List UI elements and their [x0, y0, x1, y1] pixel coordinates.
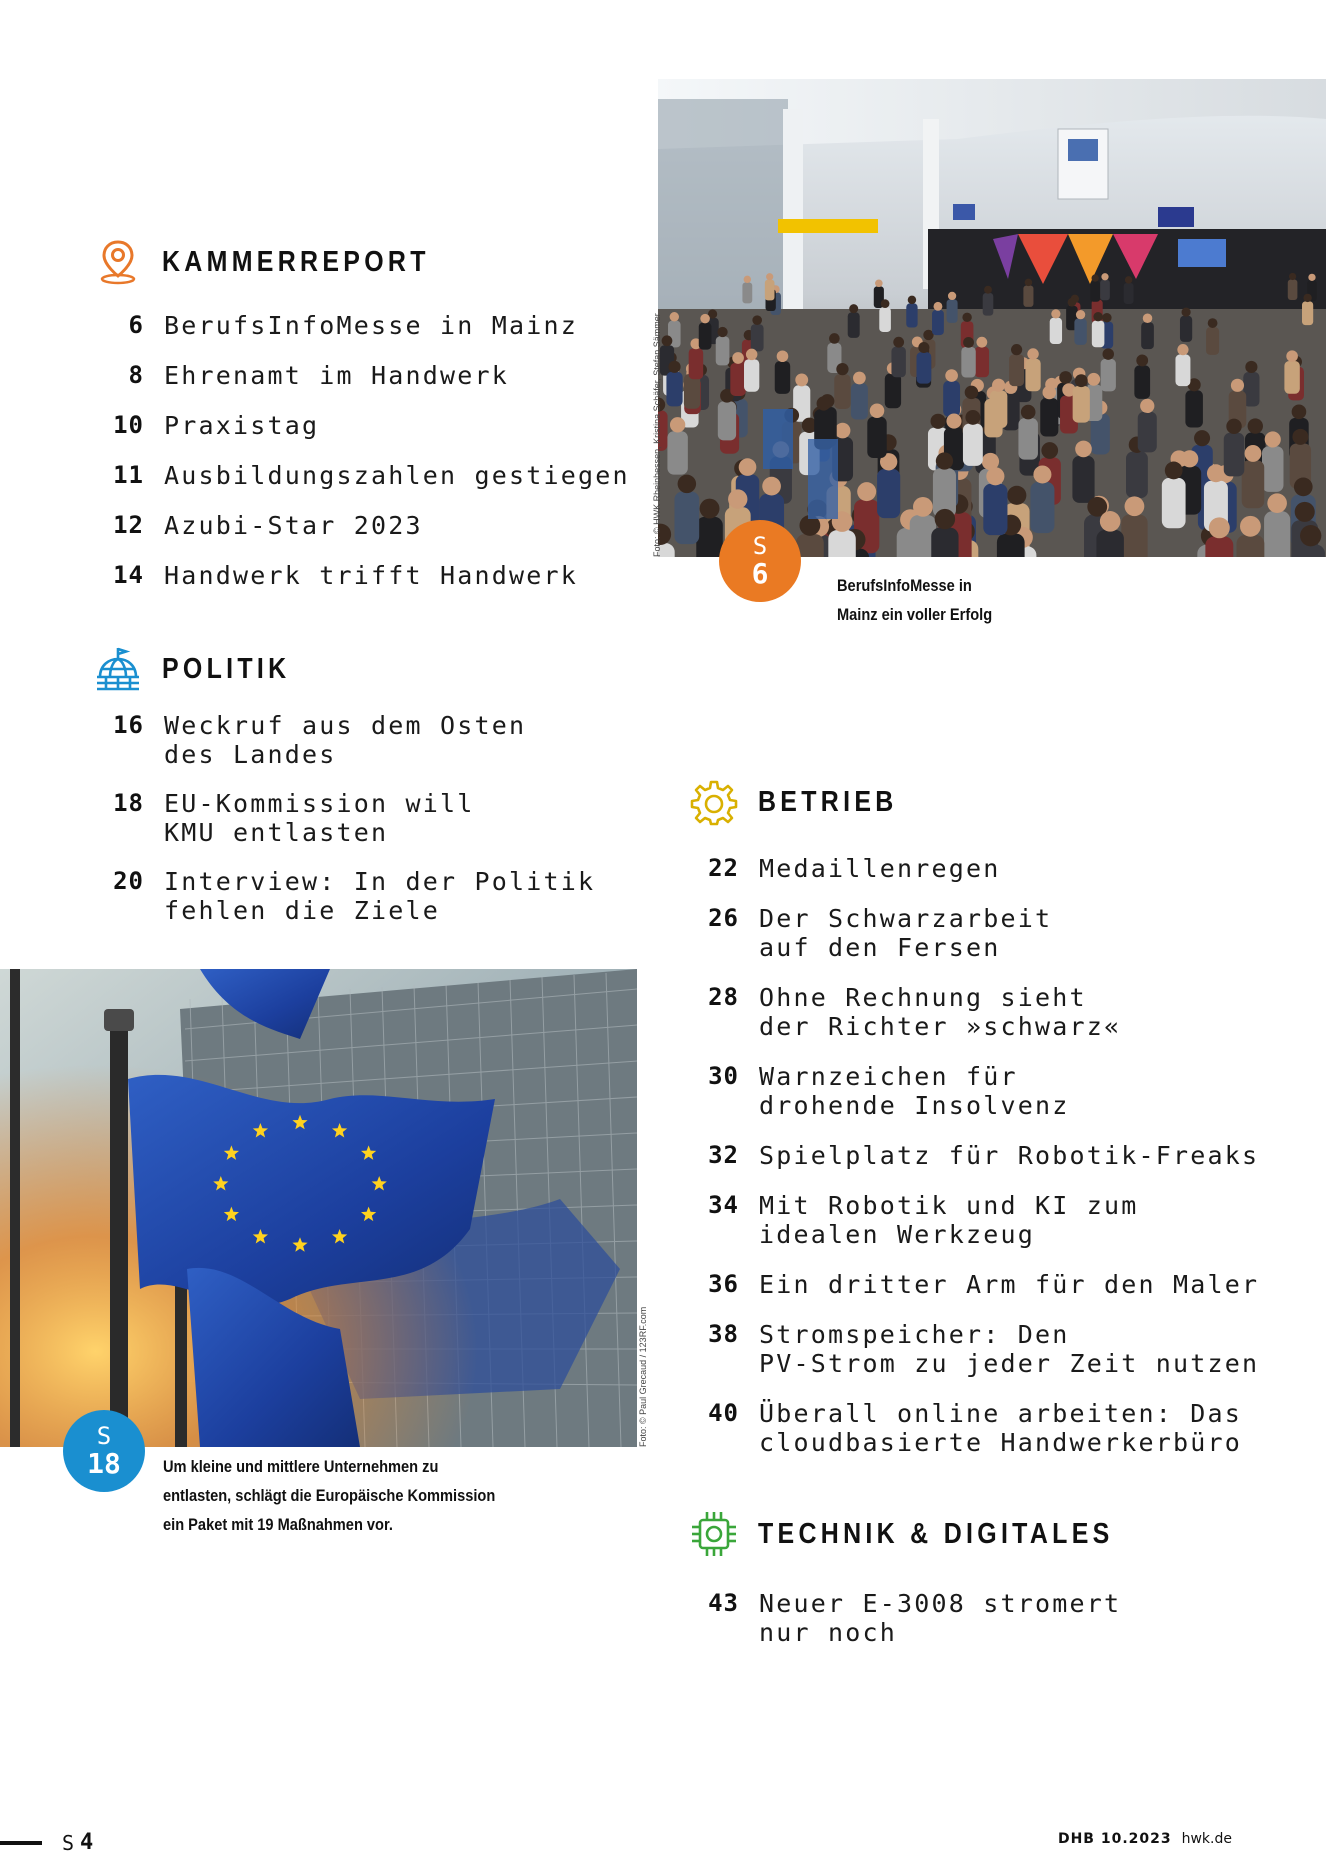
toc-entry[interactable] — [104, 711, 595, 769]
toc-entry[interactable] — [699, 1191, 1259, 1249]
page-badge — [63, 1410, 145, 1492]
photo-eu-flags — [0, 969, 637, 1450]
toc-title: Neuer E-3008 stromert nur noch — [759, 1589, 1122, 1647]
section-title: BETRIEB — [758, 785, 898, 818]
toc-title: Ohne Rechnung sieht der Richter »schwarz« — [759, 983, 1122, 1041]
toc-page-number: 20 — [113, 867, 144, 895]
photo-credit: Foto: © HWK Rheinhessen, Kristina Schäfer, Stefan Sämmer — [652, 313, 662, 557]
footer-bar — [0, 1841, 42, 1845]
badge-page-number: 18 — [87, 1447, 121, 1480]
toc-page-number: 43 — [708, 1589, 739, 1617]
toc-entry[interactable] — [699, 1399, 1259, 1457]
section-kammerreport-header — [94, 238, 473, 286]
toc-entry[interactable] — [104, 511, 630, 540]
toc-page-number: 10 — [113, 411, 144, 439]
chip-icon — [690, 1510, 738, 1558]
page-badge — [719, 520, 801, 602]
footer-page-number: 4 — [80, 1830, 94, 1855]
toc-page-number: 36 — [708, 1270, 739, 1298]
toc-page-number: 38 — [708, 1320, 739, 1348]
toc-betrieb — [699, 854, 1259, 1478]
toc-page-number: 40 — [708, 1399, 739, 1427]
toc-page-number: 6 — [128, 311, 144, 339]
toc-page-number: 22 — [708, 854, 739, 882]
section-betrieb-header — [690, 778, 920, 826]
section-politik-header — [94, 645, 311, 693]
location-pin-icon — [94, 238, 142, 286]
section-title: TECHNIK & DIGITALES — [758, 1517, 1114, 1550]
toc-entry[interactable] — [699, 1320, 1259, 1378]
toc-politik — [104, 711, 595, 945]
toc-entry[interactable] — [104, 867, 595, 925]
photo-caption: Um kleine und mittlere Unternehmen zu entlasten, schlägt die Europäische Kommission ein Paket mit 19 Maßnahmen vor. — [163, 1457, 496, 1534]
section-technik-header — [690, 1510, 1171, 1558]
toc-entry[interactable] — [699, 1062, 1259, 1120]
toc-entry[interactable] — [699, 1589, 1121, 1647]
toc-title: Interview: In der Politik fehlen die Ziele — [164, 867, 596, 925]
toc-title: Medaillenregen — [759, 854, 1001, 883]
toc-entry[interactable] — [104, 461, 630, 490]
toc-title: Spielplatz für Robotik-Freaks — [759, 1141, 1260, 1170]
toc-page-number: 26 — [708, 904, 739, 932]
toc-title: Der Schwarzarbeit auf den Fersen — [759, 904, 1053, 962]
toc-page-number: 16 — [113, 711, 144, 739]
toc-title: BerufsInfoMesse in Mainz — [164, 311, 579, 340]
toc-page-number: 14 — [113, 561, 144, 589]
toc-title: Ein dritter Arm für den Maler — [759, 1270, 1260, 1299]
toc-page-number: 8 — [128, 361, 144, 389]
toc-entry[interactable] — [104, 561, 630, 590]
toc-title: Mit Robotik und KI zum idealen Werkzeug — [759, 1191, 1139, 1249]
toc-page-number: 12 — [113, 511, 144, 539]
toc-entry[interactable] — [104, 311, 630, 340]
toc-page-number: 11 — [113, 461, 144, 489]
photo-caption: BerufsInfoMesse in Mainz ein voller Erfolg — [837, 576, 993, 624]
toc-technik — [699, 1589, 1121, 1667]
toc-title: EU-Kommission will KMU entlasten — [164, 789, 475, 847]
toc-title: Handwerk trifft Handwerk — [164, 561, 579, 590]
toc-entry[interactable] — [699, 854, 1259, 883]
badge-label: S — [752, 532, 768, 560]
parliament-dome-icon — [94, 645, 142, 693]
toc-title: Ausbildungszahlen gestiegen — [164, 461, 630, 490]
badge-label: S — [96, 1422, 112, 1450]
gear-icon — [690, 778, 738, 826]
footer-s-label: S — [62, 1830, 75, 1855]
footer-site: hwk.de — [1181, 1831, 1232, 1847]
toc-title: Weckruf aus dem Osten des Landes — [164, 711, 527, 769]
toc-page-number: 30 — [708, 1062, 739, 1090]
toc-entry[interactable] — [699, 1270, 1259, 1299]
toc-entry[interactable] — [104, 789, 595, 847]
toc-kammerreport — [104, 311, 630, 611]
toc-page-number: 32 — [708, 1141, 739, 1169]
photo-credit: Foto: © Paul Grecaud / 123RF.com — [638, 1306, 648, 1447]
section-title: KAMMERREPORT — [162, 245, 430, 278]
toc-entry[interactable] — [699, 1141, 1259, 1170]
toc-entry[interactable] — [699, 904, 1259, 962]
footer-issue — [1058, 1831, 1232, 1847]
toc-title: Ehrenamt im Handwerk — [164, 361, 510, 390]
footer-page-indicator — [0, 1830, 93, 1855]
toc-title: Praxistag — [164, 411, 320, 440]
toc-title: Überall online arbeiten: Das cloudbasierte Handwerkerbüro — [759, 1399, 1243, 1457]
footer-issue-label: DHB 10.2023 — [1057, 1831, 1172, 1847]
toc-entry[interactable] — [699, 983, 1259, 1041]
toc-title: Stromspeicher: Den PV-Strom zu jeder Zeit nutzen — [759, 1320, 1260, 1378]
toc-page-number: 34 — [708, 1191, 739, 1219]
toc-entry[interactable] — [104, 411, 630, 440]
toc-title: Azubi-Star 2023 — [164, 511, 423, 540]
toc-page-number: 28 — [708, 983, 739, 1011]
toc-entry[interactable] — [104, 361, 630, 390]
section-title: POLITIK — [162, 652, 291, 685]
toc-title: Warnzeichen für drohende Insolvenz — [759, 1062, 1070, 1120]
photo-berufsinfomesse — [658, 79, 1326, 560]
toc-page-number: 18 — [113, 789, 144, 817]
badge-page-number: 6 — [751, 557, 769, 590]
